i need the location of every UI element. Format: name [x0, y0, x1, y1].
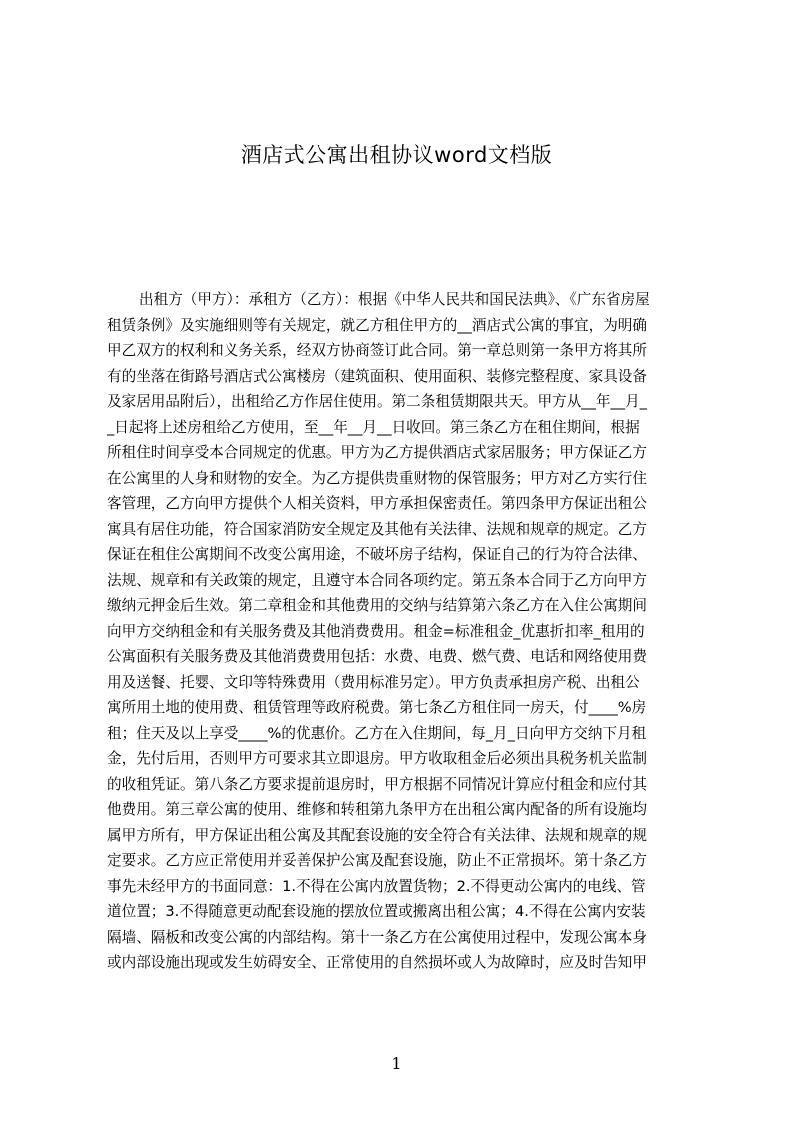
body-line: 金，先付后用，否则甲方可要求其立即退房。甲方收取租金后必须出具税务机关监制 — [107, 750, 647, 767]
body-line: 向甲方交纳租金和有关服务费及其他消费费用。租金=标准租金_优惠折扣率_租用的 — [107, 622, 645, 640]
document-body — [107, 287, 699, 976]
body-line: 及家居用品附后），出租给乙方作居住使用。第二条租赁期限共天。甲方从__年__月_ — [107, 393, 647, 410]
body-line: 公寓面积有关服务费及其他消费费用包括：水费、电费、燃气费、电话和网络使用费 — [107, 648, 647, 665]
body-line: 法规、规章和有关政策的规定，且遵守本合同各项约定。第五条本合同于乙方向甲方 — [107, 571, 647, 589]
document-title: 酒店式公寓出租协议word文档版 — [240, 143, 553, 167]
body-line: 客管理，乙方向甲方提供个人相关资料，甲方承担保密责任。第四条甲方保证出租公 — [107, 495, 647, 512]
body-line: 租赁条例》及实施细则等有关规定，就乙方租住甲方的__酒店式公寓的事宜，为明确 — [107, 316, 647, 334]
body-line: 的收租凭证。第八条乙方要求提前退房时，甲方根据不同情况计算应付租金和应付其 — [107, 775, 647, 793]
body-line: 保证在租住公寓期间不改变公寓用途，不破坏房子结构，保证自己的行为符合法律、 — [107, 546, 647, 563]
body-line: 寓具有居住功能，符合国家消防安全规定及其他有关法律、法规和规章的规定。乙方 — [107, 520, 647, 538]
body-line: _日起将上述房租给乙方使用，至__年__月__日收回。第三条乙方在租住期间，根据 — [107, 418, 640, 436]
body-line: 缴纳元押金后生效。第二章租金和其他费用的交纳与结算第六条乙方在入住公寓期间 — [107, 597, 647, 614]
body-line: 所租住时间享受本合同规定的优惠。甲方为乙方提供酒店式家居服务；甲方保证乙方 — [107, 444, 647, 461]
body-line: 隔墙、隔板和改变公寓的内部结构。第十一条乙方在公寓使用过程中，发现公寓本身 — [107, 928, 647, 946]
body-line: 甲乙双方的权利和义务关系，经双方协商签订此合同。第一章总则第一条甲方将其所 — [107, 342, 647, 359]
body-line: 用及送餐、托婴、文印等特殊费用（费用标准另定）。甲方负责承担房产税、出租公 — [107, 673, 640, 691]
body-line: 寓所用土地的使用费、租赁管理等政府税费。第七条乙方租住同一房天，付____%房 — [107, 699, 647, 716]
body-line: 租；住天及以上享受____%的优惠价。乙方在入住期间，每_月_日向甲方交纳下月租 — [107, 724, 647, 742]
body-line: 事先未经甲方的书面同意：1.不得在公寓内放置货物；2.不得更动公寓内的电线、管 — [107, 877, 646, 895]
body-line: 出租方（甲方）：承租方（乙方）：根据《中华人民共和国民法典》、《广东省房屋 — [139, 291, 650, 308]
body-line: 在公寓里的人身和财物的安全。为乙方提供贵重财物的保管服务；甲方对乙方实行住 — [107, 469, 647, 487]
body-line: 他费用。第三章公寓的使用、维修和转租第九条甲方在出租公寓内配备的所有设施均 — [107, 801, 647, 818]
body-line: 属甲方所有，甲方保证出租公寓及其配套设施的安全符合有关法律、法规和规章的规 — [107, 826, 647, 844]
body-line: 道位置；3.不得随意更动配套设施的摆放位置或搬离出租公寓；4.不得在公寓内安装 — [107, 903, 646, 920]
body-line: 定要求。乙方应正常使用并妥善保护公寓及配套设施，防止不正常损坏。第十条乙方 — [107, 852, 647, 869]
page-number: 1 — [391, 1054, 402, 1073]
body-line: 有的坐落在街路号酒店式公寓楼房（建筑面积、使用面积、装修完整程度、家具设备 — [107, 367, 647, 385]
body-line: 或内部设施出现或发生妨碍安全、正常使用的自然损坏或人为故障时，应及时告知甲 — [107, 954, 647, 971]
